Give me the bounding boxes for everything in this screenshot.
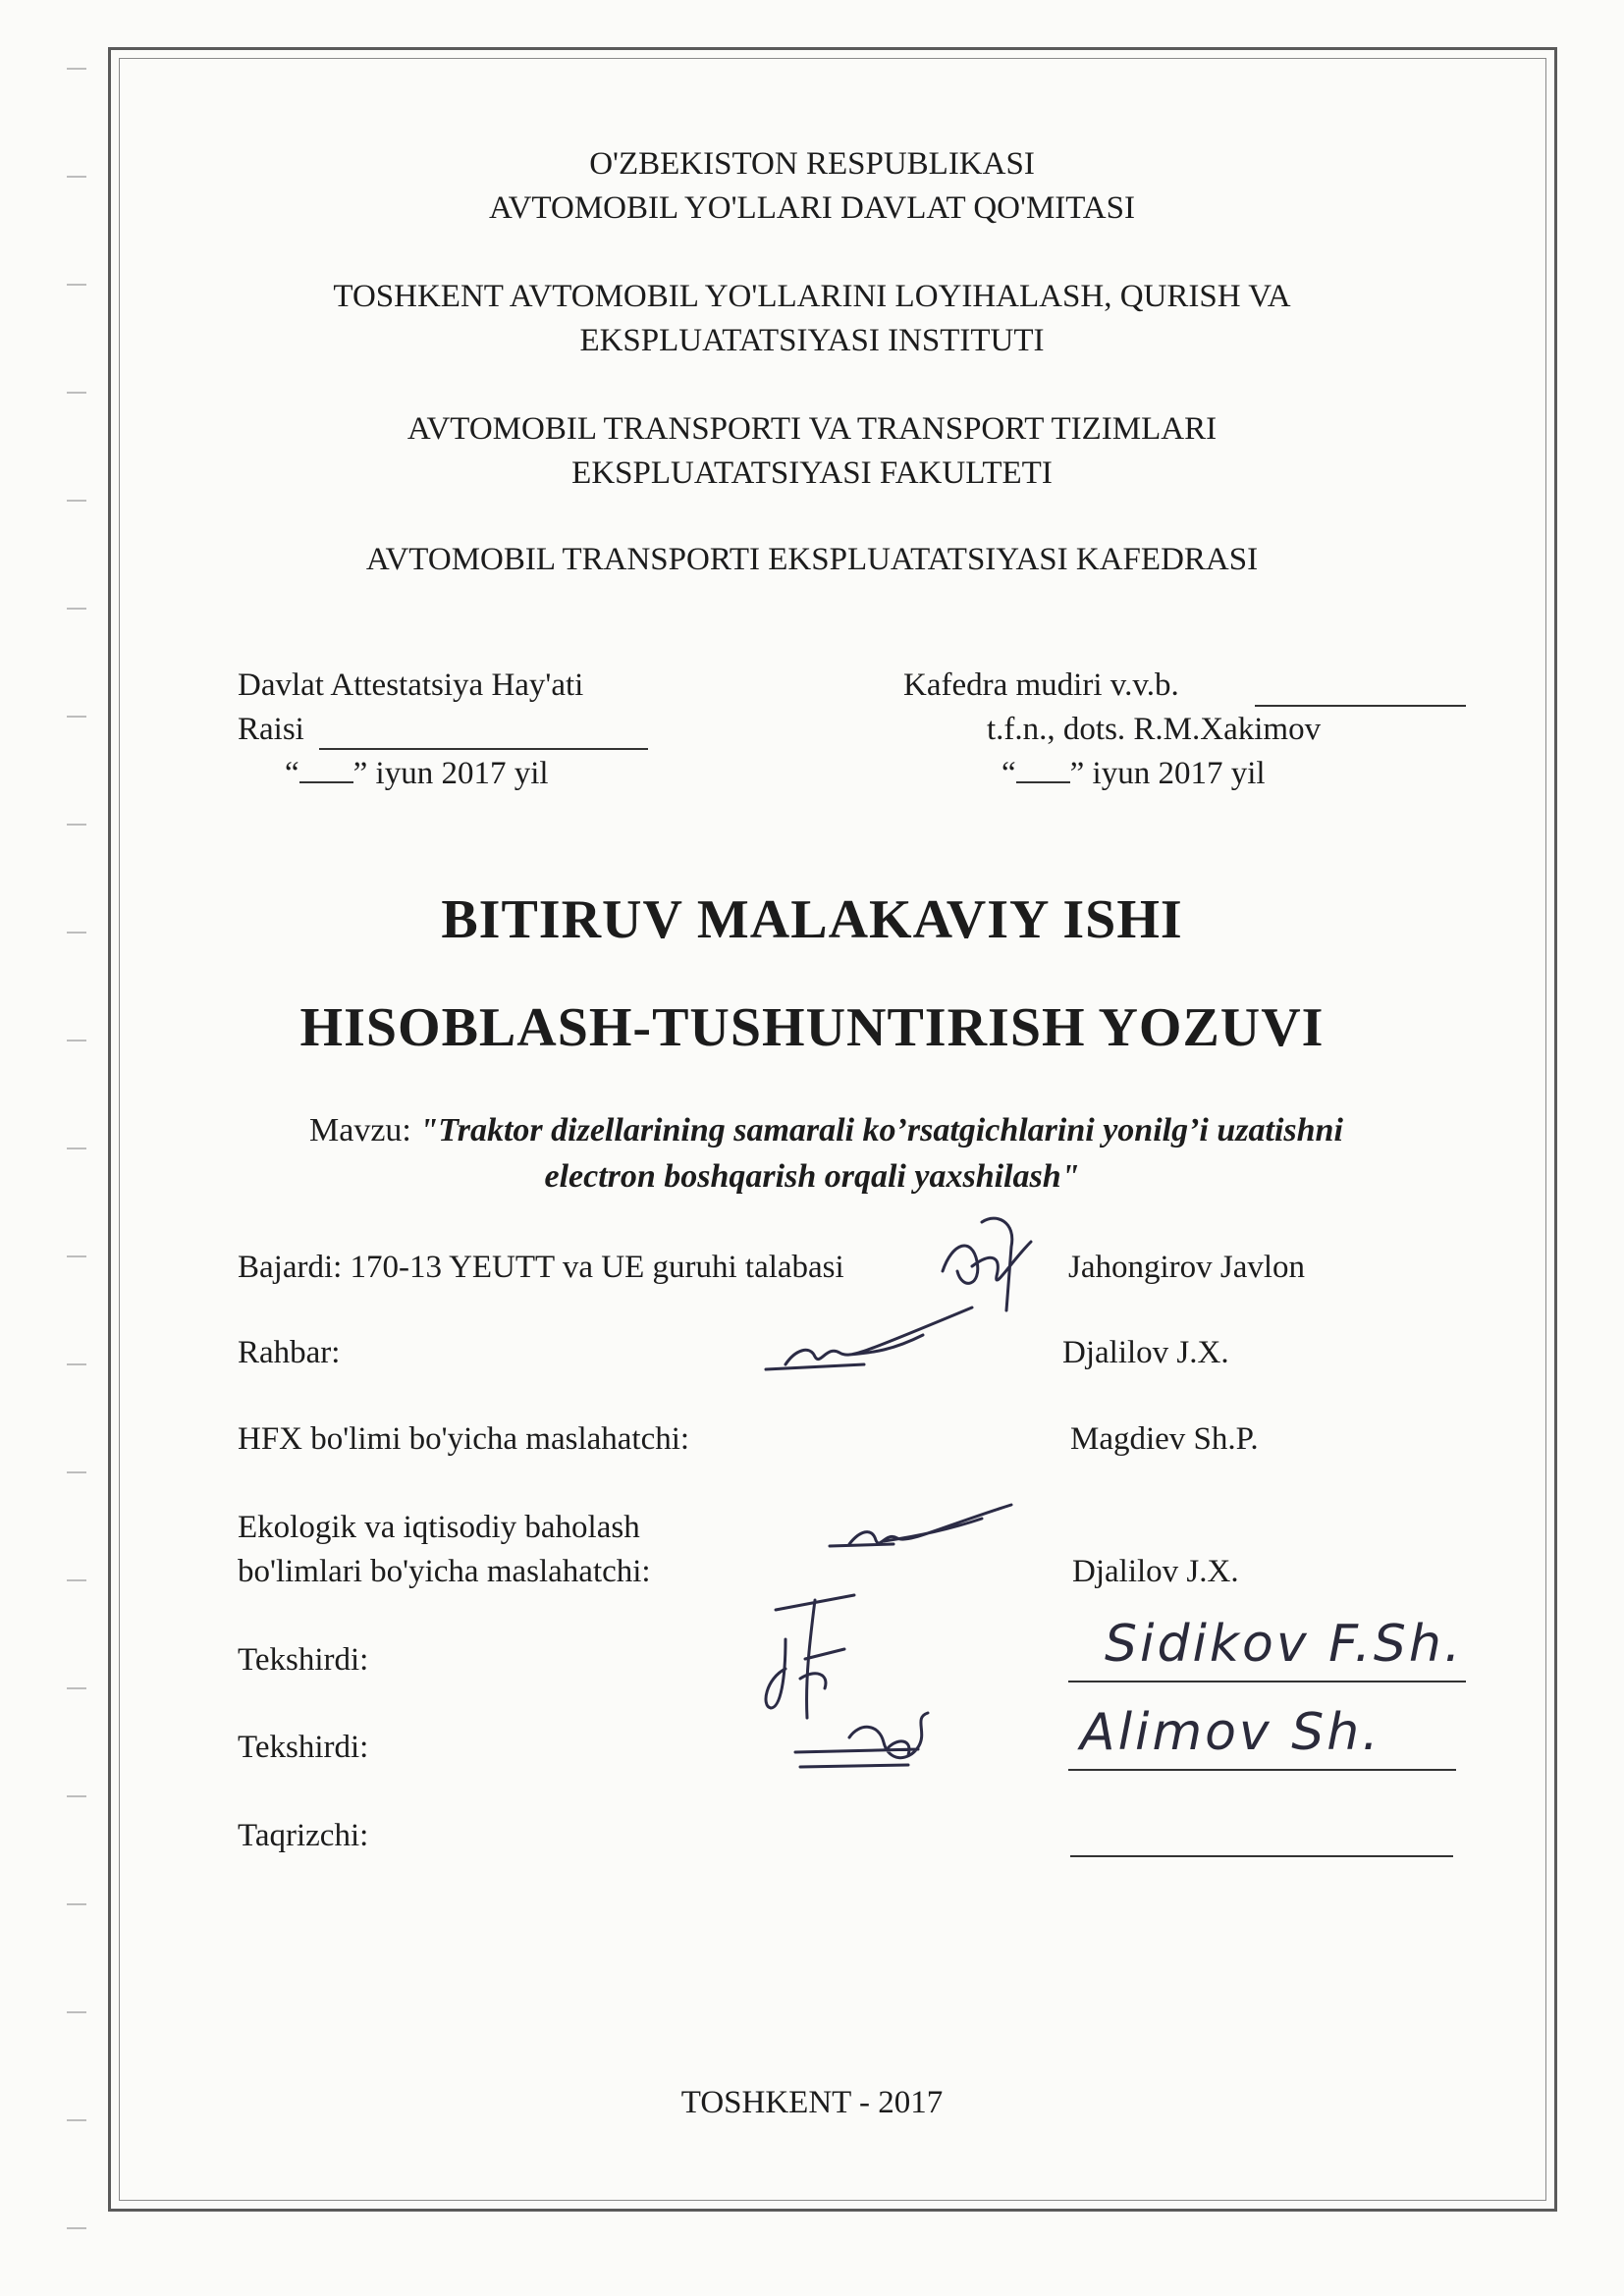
role-label-hfx-consultant: HFX bo'limi bo'yicha maslahatchi: [238,1421,690,1457]
role-label-checker1: Tekshirdi: [238,1642,369,1678]
approval-right-signature-line [1255,705,1466,707]
role-label-eco-consultant-line2: bo'limlari bo'yicha maslahatchi: [238,1554,651,1589]
signature-eco-consultant [825,1497,1021,1566]
role-name-checker1-handwritten: Sidikov F.Sh. [1105,1615,1464,1674]
approval-left-role: Raisi [238,712,304,747]
signature-checker2 [790,1708,987,1787]
checker1-line [1068,1681,1466,1682]
footer-place-year: TOSHKENT - 2017 [680,2085,944,2120]
approval-left-title: Davlat Attestatsiya Hay'ati [238,667,584,703]
approval-right-title: Kafedra mudiri v.v.b. [903,667,1179,703]
role-name-eco-consultant: Djalilov J.X. [1072,1554,1239,1589]
document-subtitle: HISOBLASH-TUSHUNTIRISH YOZUVI [299,997,1325,1058]
header-institute-line1: TOSHKENT AVTOMOBIL YO'LLARINI LOYIHALASH, QURISH VA [333,279,1291,314]
header-faculty-line2: EKSPLUATATSIYASI FAKULTETI [571,455,1053,491]
header-department: AVTOMOBIL TRANSPORTI EKSPLUATATSIYASI KAFEDRASI [365,542,1259,577]
role-name-hfx-consultant: Magdiev Sh.P. [1070,1421,1259,1457]
header-faculty-line1: AVTOMOBIL TRANSPORTI VA TRANSPORT TIZIMLARI [406,411,1218,447]
approval-left-signature-line [319,748,648,750]
topic-line2: electron boshqarish orqali yaxshilash" [544,1158,1080,1195]
signature-checker1 [756,1580,884,1728]
reviewer-line [1070,1855,1453,1857]
role-name-checker2-handwritten: Alimov Sh. [1080,1703,1381,1762]
topic-line1: Mavzu: "Traktor dizellarining samarali ko’rsatgichlarini yonilg’i uzatishni [309,1112,1343,1148]
header-committee: AVTOMOBIL YO'LLARI DAVLAT QO'MITASI [489,190,1135,226]
header-country: O'ZBEKISTON RESPUBLIKASI [589,146,1035,182]
role-label-checker2: Tekshirdi: [238,1730,369,1765]
approval-right-date: “ ” iyun 2017 yil [1001,756,1266,791]
checker2-line [1068,1769,1456,1771]
header-institute-line2: EKSPLUATATSIYASI INSTITUTI [579,323,1045,358]
role-label-eco-consultant-line1: Ekologik va iqtisodiy baholash [238,1510,640,1545]
role-label-author: Bajardi: 170-13 YEUTT va UE guruhi talabasi [238,1250,844,1285]
role-name-author: Jahongirov Javlon [1068,1250,1306,1285]
signature-supervisor [756,1296,982,1384]
document-title: BITIRUV MALAKAVIY ISHI [441,889,1183,950]
role-name-supervisor: Djalilov J.X. [1062,1335,1229,1370]
approval-left-date: “ ” iyun 2017 yil [285,756,549,791]
approval-right-name: t.f.n., dots. R.M.Xakimov [987,712,1322,747]
role-label-supervisor: Rahbar: [238,1335,341,1370]
role-label-reviewer: Taqrizchi: [238,1818,369,1853]
